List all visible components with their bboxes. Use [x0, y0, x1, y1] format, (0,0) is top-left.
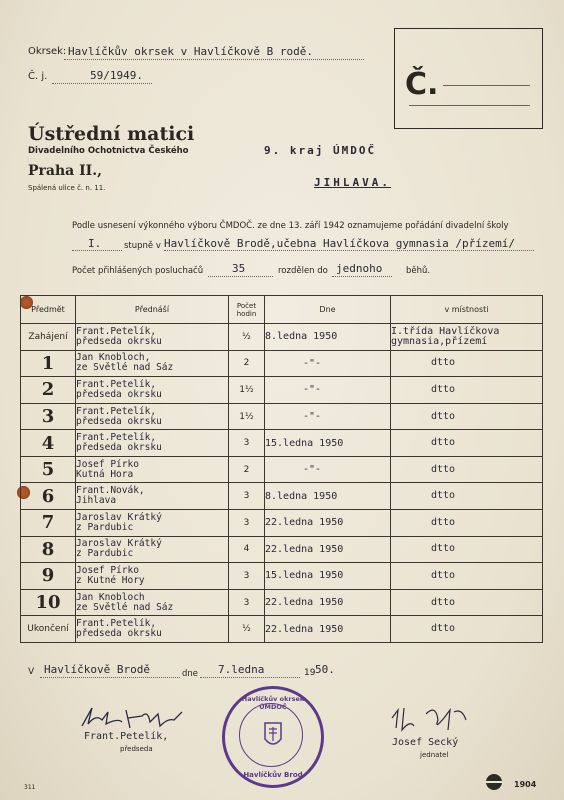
hours-text: 3	[243, 438, 250, 449]
room-cell	[391, 350, 543, 377]
date-cell	[265, 589, 391, 616]
date-cell	[265, 324, 391, 351]
hours-text: 1½	[239, 411, 254, 422]
room-line2: gymnasia,přízemí	[391, 335, 488, 347]
date-cell	[265, 456, 391, 483]
subject-text: 5	[41, 459, 55, 481]
col-header-subject: Předmět	[21, 296, 76, 324]
cislo-value: 59/1949.	[90, 69, 143, 82]
room-cell	[391, 536, 543, 563]
lecturer-cell	[76, 430, 229, 457]
date-cell	[265, 616, 391, 643]
subject-cell	[21, 589, 76, 616]
lecturer-cell	[76, 456, 229, 483]
sig-right-name: Josef Secký	[392, 737, 459, 748]
room-cell	[391, 403, 543, 430]
hours-text: 2	[243, 358, 250, 369]
sig-left-name: Frant.Petelík,	[84, 731, 169, 742]
subject-cell	[21, 403, 76, 430]
date-cell	[265, 377, 391, 404]
stupen-value: I.	[88, 237, 102, 250]
room-cell	[391, 510, 543, 537]
room-line1: dtto	[431, 569, 456, 581]
lecturer-cell	[76, 536, 229, 563]
room-line1: dtto	[431, 596, 456, 608]
hours-text: 3	[243, 491, 250, 502]
lecturer-detail: Kutná Hora	[76, 468, 134, 480]
subject-text: Ukončení	[27, 624, 69, 635]
subject-text: 3	[41, 406, 55, 428]
subject-text: 4	[41, 432, 55, 454]
subject-cell	[21, 456, 76, 483]
room-cell	[391, 616, 543, 643]
lecturer-cell	[76, 510, 229, 537]
date-text: -"-	[303, 411, 322, 423]
lecturer-cell	[76, 589, 229, 616]
room-line1: dtto	[431, 410, 456, 422]
stupen-label: stupně v	[124, 241, 161, 251]
print-year: 1904	[514, 780, 537, 789]
room-cell	[391, 456, 543, 483]
lecturer-cell	[76, 403, 229, 430]
date-text: 8.ledna 1950	[265, 331, 338, 343]
date-text: -"-	[303, 464, 322, 476]
hours-text: ½	[242, 331, 251, 342]
org-subtitle: Divadelního Ochotnictva Českého	[28, 146, 189, 156]
table-row	[21, 377, 543, 404]
lecturer-cell	[76, 324, 229, 351]
lecturer-name: Frant.Petelík,	[76, 432, 157, 444]
lecturer-cell	[76, 483, 229, 510]
room-cell	[391, 430, 543, 457]
room-cell	[391, 324, 543, 351]
subject-text: Zahájení	[28, 331, 68, 342]
subject-text: 10	[35, 592, 61, 614]
room-line1: dtto	[431, 623, 456, 635]
subject-cell	[21, 483, 76, 510]
course-schedule-table	[20, 295, 543, 643]
registration-number-box	[394, 28, 543, 129]
subject-text: 6	[41, 485, 55, 507]
room-line1: dtto	[431, 383, 456, 395]
footer-date: 7.ledna	[218, 663, 265, 676]
room-line1: dtto	[431, 543, 456, 555]
hours-text: 4	[243, 544, 250, 555]
date-text: 22.ledna 1950	[265, 623, 344, 635]
intro-text: Podle usnesení výkonného výboru ČMDOČ. ze dne 13. září 1942 oznamujeme pořádání divadelní školy	[72, 221, 509, 231]
table-row	[21, 616, 543, 643]
org-street: Spálená ulice č. n. 11.	[28, 184, 106, 192]
lecturer-name: Frant.Petelík,	[76, 378, 157, 390]
footer-place: Havlíčkově Brodě	[44, 663, 150, 676]
hours-text: 2	[243, 464, 250, 475]
box-label: Č.	[405, 67, 439, 102]
lecturer-detail: předseda okrsku	[76, 628, 162, 640]
lecturer-detail: předseda okrsku	[76, 388, 162, 400]
hours-cell	[229, 536, 265, 563]
subject-cell	[21, 324, 76, 351]
cislo-label: Č. j.	[28, 71, 48, 82]
col-header-room: v místnosti	[391, 296, 543, 324]
table-row	[21, 563, 543, 590]
lecturer-detail: ze Světlé nad Sáz	[76, 362, 174, 374]
footer-year-value: 50.	[315, 663, 335, 676]
official-stamp	[222, 686, 324, 788]
okrsek-label: Okrsek:	[28, 46, 67, 57]
date-text: 22.ledna 1950	[265, 597, 344, 609]
room-cell	[391, 377, 543, 404]
org-name: Ústřední matici	[28, 123, 195, 145]
lecturer-detail: předseda okrsku	[76, 335, 162, 347]
footer-dne-label: dne	[182, 669, 199, 679]
rozdelen-label: rozdělen do	[278, 266, 328, 276]
lecturer-cell	[76, 616, 229, 643]
lecturer-detail: z Pardubic	[76, 548, 134, 560]
place-value: Havlíčkově Brodě,učebna Havlíčkova gymnasia /přízemí/	[164, 237, 515, 250]
lecturer-detail: Jihlava	[76, 495, 117, 507]
print-code: 311	[24, 784, 36, 791]
room-line1: dtto	[431, 463, 456, 475]
lecturer-detail: ze Světlé nad Sáz	[76, 601, 174, 613]
lecturer-name: Josef Pírko	[76, 564, 139, 576]
lecturer-name: Jan Knobloch	[76, 591, 145, 603]
signature-right	[386, 700, 476, 740]
behu-label: běhů.	[406, 266, 431, 276]
date-text: 15.ledna 1950	[265, 437, 344, 449]
lecturer-name: Jan Knobloch,	[76, 352, 151, 364]
lecturer-detail: předseda okrsku	[76, 415, 162, 427]
count-label: Počet přihlášených posluchačů	[72, 266, 204, 276]
subject-text: 1	[41, 352, 55, 374]
lecturer-detail: z Pardubic	[76, 521, 134, 533]
lecturer-name: Frant.Petelík,	[76, 405, 157, 417]
hours-cell	[229, 377, 265, 404]
room-line1: dtto	[431, 437, 456, 449]
sig-left-role: předseda	[120, 745, 153, 753]
hours-text: ½	[242, 624, 251, 635]
stamp-emblem-icon	[259, 719, 287, 751]
table-row	[21, 324, 543, 351]
hours-cell	[229, 403, 265, 430]
room-cell	[391, 483, 543, 510]
room-cell	[391, 589, 543, 616]
table-row	[21, 430, 543, 457]
hours-text: 1½	[239, 384, 254, 395]
sig-right-role: jednatel	[420, 751, 449, 759]
subject-text: 7	[41, 512, 55, 534]
col-header-lecturer: Přednáší	[76, 296, 229, 324]
stamp-text: Havlíčkův okrsek ÚMDOČ	[241, 695, 305, 711]
signature-left	[78, 700, 188, 734]
lecturer-cell	[76, 377, 229, 404]
subject-cell	[21, 377, 76, 404]
lecturer-detail: předseda okrsku	[76, 442, 162, 454]
date-cell	[265, 510, 391, 537]
lecturer-name: Frant.Novák,	[76, 485, 145, 497]
date-text: 8.ledna 1950	[265, 490, 338, 502]
okrsek-value: Havlíčkův okrsek v Havlíčkově B rodě.	[68, 45, 314, 58]
date-text: -"-	[303, 357, 322, 369]
subject-cell	[21, 616, 76, 643]
room-line1: dtto	[431, 490, 456, 502]
lecturer-cell	[76, 563, 229, 590]
printer-logo-icon	[482, 772, 506, 792]
table-row	[21, 350, 543, 377]
hours-text: 3	[243, 517, 250, 528]
hours-cell	[229, 589, 265, 616]
recipient-line1: 9. kraj ÚMDOČ	[264, 144, 377, 157]
hours-cell	[229, 324, 265, 351]
hours-cell	[229, 456, 265, 483]
hours-text: 3	[243, 597, 250, 608]
stamp-bottom-text: Havlíčkův Brod	[243, 771, 303, 779]
count-value: 35	[232, 262, 246, 275]
date-cell	[265, 350, 391, 377]
table-row	[21, 456, 543, 483]
lecturer-name: Jaroslav Krátký	[76, 538, 162, 550]
date-cell	[265, 483, 391, 510]
date-cell	[265, 563, 391, 590]
subject-cell	[21, 430, 76, 457]
date-cell	[265, 536, 391, 563]
hours-cell	[229, 430, 265, 457]
date-text: 22.ledna 1950	[265, 517, 344, 529]
room-line1: dtto	[431, 357, 456, 369]
subject-cell	[21, 510, 76, 537]
rozdelen-value: jednoho	[336, 262, 383, 275]
table-row	[21, 483, 543, 510]
lecturer-cell	[76, 350, 229, 377]
room-cell	[391, 563, 543, 590]
table-row	[21, 403, 543, 430]
lecturer-name: Josef Pírko	[76, 458, 139, 470]
hours-cell	[229, 563, 265, 590]
date-text: -"-	[303, 384, 322, 396]
date-text: 15.ledna 1950	[265, 570, 344, 582]
hours-cell	[229, 616, 265, 643]
table-row	[21, 536, 543, 563]
footer-v-label: V	[28, 667, 35, 677]
room-line1: dtto	[431, 516, 456, 528]
subject-cell	[21, 563, 76, 590]
subject-cell	[21, 350, 76, 377]
table-row	[21, 589, 543, 616]
date-cell	[265, 403, 391, 430]
subject-cell	[21, 536, 76, 563]
hours-cell	[229, 350, 265, 377]
lecturer-name: Jaroslav Krátký	[76, 511, 162, 523]
table-header-row	[21, 296, 543, 324]
col-header-date: Dne	[265, 296, 391, 324]
subject-text: 8	[41, 538, 55, 560]
date-text: 22.ledna 1950	[265, 543, 344, 555]
hours-cell	[229, 483, 265, 510]
subject-text: 9	[41, 565, 55, 587]
date-cell	[265, 430, 391, 457]
col-header-hours: Počet hodin	[229, 296, 265, 324]
footer-year-prefix: 19	[304, 668, 316, 678]
table-row	[21, 510, 543, 537]
hours-text: 3	[243, 570, 250, 581]
lecturer-detail: z Kutné Hory	[76, 574, 145, 586]
org-city: Praha II.,	[28, 163, 102, 179]
lecturer-name: Frant.Petelík,	[76, 325, 157, 337]
lecturer-name: Frant.Petelík,	[76, 618, 157, 630]
room-line1: I.třída Havlíčkova	[391, 325, 500, 337]
hours-cell	[229, 510, 265, 537]
recipient-line2: JIHLAVA.	[314, 176, 391, 189]
subject-text: 2	[41, 379, 55, 401]
